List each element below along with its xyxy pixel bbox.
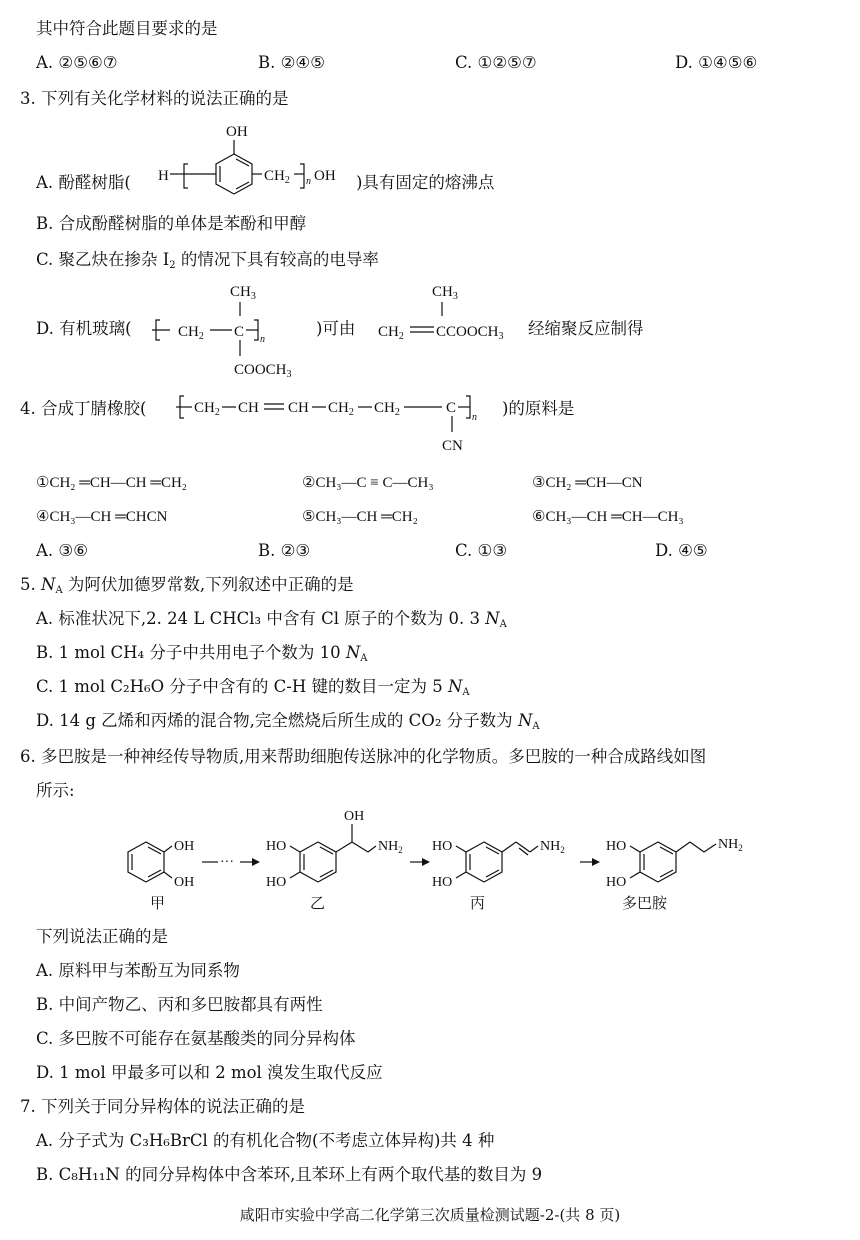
svg-text:n: n	[472, 412, 477, 423]
svg-text:NH2: $NH_2$	[378, 839, 403, 855]
q7-option-b: B. C₈H₁₁N 的同分异构体中含苯环,且苯环上有两个取代基的数目为 9	[36, 1165, 543, 1184]
svg-text:CH2: $CH_2$	[328, 400, 354, 418]
svg-text:CH: CH	[288, 400, 309, 416]
svg-text:HO: HO	[266, 875, 287, 890]
q7-option-a: A. 分子式为 C₃H₆BrCl 的有机化合物(不考虑立体异构)共 4 种	[36, 1131, 495, 1150]
dopamine-synthesis-route	[110, 800, 770, 915]
svg-text:HO: HO	[606, 875, 627, 890]
compound-dopamine	[606, 837, 743, 912]
svg-text:CH3: $CH_3$	[230, 284, 256, 302]
q4-item-3: ③CH₂ ═CH—CN	[532, 475, 643, 491]
svg-text:HO: HO	[432, 875, 453, 890]
page-footer: 咸阳市实验中学高二化学第三次质量检测试题-2-(共 8 页)	[239, 1206, 621, 1224]
svg-text:C: C	[446, 400, 457, 416]
q2-option-c: C. ①②⑤⑦	[455, 53, 537, 72]
q4-stem-post: )的原料是	[502, 399, 575, 418]
q3-option-d-prefix: D. 有机玻璃(	[36, 319, 132, 338]
q2-option-b: B. ②④⑤	[258, 53, 325, 72]
svg-text:OH: OH	[344, 809, 365, 824]
compound-yi	[266, 809, 403, 912]
svg-text:COOCH3: $COOCH_3$	[234, 362, 292, 380]
q2-tail-text: 其中符合此题目要求的是	[36, 19, 218, 38]
q7-stem: 7. 下列关于同分异构体的说法正确的是	[20, 1097, 305, 1116]
q3-stem: 3. 下列有关化学材料的说法正确的是	[20, 89, 289, 108]
q3-option-b: B. 合成酚醛树脂的单体是苯酚和甲醇	[36, 214, 307, 233]
svg-text:CH2: $CH_2$	[378, 324, 404, 342]
svg-text:CCOOCH3: $CCOOCH_3$	[436, 324, 504, 342]
q6-option-c: C. 多巴胺不可能存在氨基酸类的同分异构体	[36, 1029, 356, 1048]
q6-stem-line1: 6. 多巴胺是一种神经传导物质,用来帮助细胞传送脉冲的化学物质。多巴胺的一种合成路线如图	[20, 747, 707, 766]
q6-stem-line2: 所示:	[36, 781, 75, 800]
compound-jia	[128, 839, 194, 912]
svg-text:C: C	[234, 324, 245, 340]
q4-item-5: ⑤CH₃—CH ═CH₂	[302, 509, 418, 525]
q3-option-a-suffix: )具有固定的熔沸点	[356, 173, 495, 192]
svg-text:CH2: $CH_2$	[178, 324, 204, 342]
phenol-oh-tail: OH	[314, 168, 336, 184]
svg-text:CH2: $CH_2$	[374, 400, 400, 418]
phenol-ch2-label: CH	[264, 168, 285, 184]
svg-text:HO: HO	[266, 839, 287, 854]
mma-monomer-structure	[374, 280, 534, 350]
svg-text:CH2: $CH_2$	[264, 168, 290, 186]
pmma-structure	[140, 280, 320, 384]
svg-text:HO: HO	[432, 839, 453, 854]
compound-bing	[432, 839, 565, 912]
q2-option-d: D. ①④⑤⑥	[675, 53, 758, 72]
q6-option-b: B. 中间产物乙、丙和多巴胺都具有两性	[36, 995, 323, 1014]
q4-option-c: C. ①③	[455, 541, 508, 560]
svg-text:OH: OH	[174, 875, 195, 890]
svg-text:CH3: $CH_3$	[432, 284, 458, 302]
label-yi: 乙	[310, 896, 326, 912]
svg-text:OH: OH	[174, 839, 195, 854]
q6-option-d: D. 1 mol 甲最多可以和 2 mol 溴发生取代反应	[36, 1063, 383, 1082]
svg-text:CN: CN	[442, 438, 463, 454]
q4-option-a: A. ③⑥	[36, 541, 88, 560]
phenol-n-label: n	[306, 176, 311, 187]
q5-option-c: C. 1 mol C₂H₆O 分子中含有的 C-H 键的数目一定为 5 $N_A$	[36, 677, 470, 698]
q5-option-b: B. 1 mol CH₄ 分子中共用电子个数为 10 $N_A$	[36, 643, 368, 664]
svg-text:HO: HO	[606, 839, 627, 854]
label-dopamine: 多巴胺	[622, 896, 668, 912]
nbr-rubber-structure	[170, 390, 510, 460]
q5-option-a: A. 标准状况下,2. 24 L CHCl₃ 中含有 Cl 原子的个数为 0. 3 $N_A$	[36, 609, 507, 630]
label-bing: 丙	[470, 896, 486, 912]
svg-text:CH2: $CH_2$	[194, 400, 220, 418]
q4-stem-pre: 4. 合成丁腈橡胶(	[20, 399, 147, 418]
svg-text:NH2: $NH_2$	[718, 837, 743, 853]
q3-option-a-prefix: A. 酚醛树脂(	[36, 173, 131, 192]
phenol-resin-structure	[154, 118, 354, 200]
q4-item-1: ①CH₂ ═CH—CH ═CH₂	[36, 475, 188, 491]
q3-option-c: C. 聚乙炔在掺杂 $I_2$ 的情况下具有较高的电导率	[36, 250, 379, 271]
q4-item-6: ⑥CH₃—CH ═CH—CH₃	[532, 509, 684, 525]
q4-option-d: D. ④⑤	[655, 541, 708, 560]
phenol-h-label: H	[158, 168, 169, 184]
svg-text:CH: CH	[238, 400, 259, 416]
label-jia: 甲	[150, 896, 166, 912]
q4-item-2: ②CH₃—C ≡ C—CH₃	[302, 475, 434, 491]
q3-option-d-suffix: 经缩聚反应制得	[528, 319, 644, 338]
q6-sub-stem: 下列说法正确的是	[36, 927, 168, 946]
q5-option-d: D. 14 g 乙烯和丙烯的混合物,完全燃烧后所生成的 CO₂ 分子数为 $N_A$	[36, 711, 540, 732]
q6-option-a: A. 原料甲与苯酚互为同系物	[36, 961, 240, 980]
q4-option-b: B. ②③	[258, 541, 311, 560]
q3-option-d-mid: )可由	[316, 319, 356, 338]
q5-stem: 5. $N_A$ 为阿伏加德罗常数,下列叙述中正确的是	[20, 575, 354, 596]
phenol-oh-label: OH	[226, 124, 248, 140]
svg-text:n: n	[260, 334, 265, 345]
q2-option-a: A. ②⑤⑥⑦	[36, 53, 118, 72]
q4-item-4: ④CH₃—CH ═CHCN	[36, 509, 168, 525]
svg-text:NH2: $NH_2$	[540, 839, 565, 855]
svg-text:···: ···	[220, 855, 234, 870]
